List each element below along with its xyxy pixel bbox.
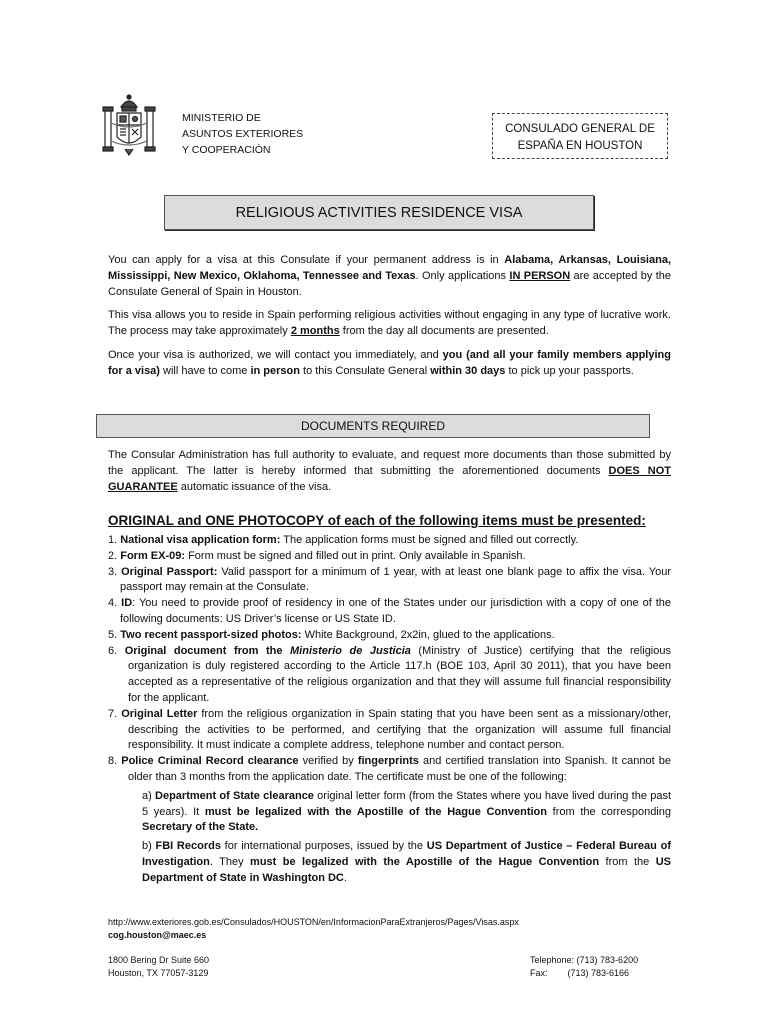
- admin-paragraph: The Consular Administration has full authority to evaluate, and request more documents than those submitted by the applicant. The latter is hereby informed that submitting the aforementioned documents DOES NOT GUARANTEE automatic issuance of the visa.: [108, 449, 671, 493]
- intro-paragraph-2: This visa allows you to reside in Spain performing religious activities without engaging in any type of lucrative work. The process may take approximately 2 months from the day all documents are presented.: [108, 309, 671, 337]
- email-link[interactable]: cog.houston@maec.es: [108, 930, 207, 940]
- ministry-line-1: MINISTERIO DE: [182, 112, 261, 124]
- intro-paragraph-3: Once your visa is authorized, we will contact you immediately, and you (and all your family members applying for a visa) will have to come in person to this Consulate General within 30 days to pick up your passports.: [108, 349, 671, 377]
- fax-number: (713) 783-6166: [567, 968, 630, 978]
- address-line-1: 1800 Bering Dr Suite 660: [108, 955, 210, 965]
- list-item: 5. Two recent passport-sized photos: White Background, 2x2in, glued to the applications.: [108, 628, 555, 641]
- consulate-box: [492, 113, 668, 159]
- consulate-line-1: CONSULADO GENERAL DE: [505, 123, 655, 135]
- website-link[interactable]: http://www.exteriores.gob.es/Consulados/HOUSTON/en/InformacionParaExtranjeros/Pages/Visas.aspx: [108, 917, 519, 927]
- fax: [530, 967, 638, 980]
- documents-required-heading: DOCUMENTS REQUIRED: [96, 414, 650, 438]
- footer-address: [108, 954, 209, 980]
- list-item: 1. National visa application form: The application forms must be signed and filled out correctly.: [108, 534, 579, 546]
- footer-contact: [530, 954, 638, 980]
- list-item: 6. Original document from the Ministerio de Justicia (Ministry of Justice) certifying that the religious organization is duly registered according to the Article 117.h (BOE 103, April 30 2011), that you have been accepted as a representative of the religious organization and that they will assume full financial responsibility for the applicant.: [108, 644, 671, 704]
- list-heading: ORIGINAL and ONE PHOTOCOPY of each of the following items must be presented:: [108, 513, 646, 528]
- telephone: Telephone: (713) 783-6200: [530, 955, 639, 965]
- sub-item-a: a) Department of State clearance original letter form (from the States where you have lived during the past 5 years). It must be legalized with the Apostille of the Hague Convention from the corresponding Secretary of the State.: [142, 789, 671, 834]
- list-item: 8. Police Criminal Record clearance verified by fingerprints and certified translation into Spanish. It cannot be older than 3 months from the application date. The certificate must be one of the following:: [108, 755, 671, 783]
- intro-paragraph-1: You can apply for a visa at this Consulate if your permanent address is in Alabama, Arkansas, Louisiana, Mississippi, New Mexico, Oklahoma, Tennessee and Texas. Only applications IN PERSON are accepted by the Consulate General of Spain in Houston.: [108, 254, 672, 298]
- address-line-2: Houston, TX 77057-3129: [108, 968, 209, 978]
- fax-label: Fax:: [530, 968, 548, 978]
- list-item: 3. Original Passport: Valid passport for a minimum of 1 year, with at least one blank page to affix the visa. Your passport may remain at the Consulate.: [108, 565, 671, 594]
- ministry-name: [182, 110, 303, 158]
- footer-links: [108, 916, 519, 942]
- list-item: 2. Form EX-09: Form must be signed and filled out in print. Only available in Spanish.: [108, 549, 526, 562]
- sub-item-b: b) FBI Records for international purposes, issued by the US Department of Justice – Federal Bureau of Investigation. They must be legalized with the Apostille of the Hague Convention from the US Department of State in Washington DC.: [142, 840, 671, 884]
- ministry-line-2: ASUNTOS EXTERIORES: [182, 128, 304, 140]
- list-item: 4. ID: You need to provide proof of residency in one of the States under our jurisdiction with a copy of one of the following documents: US Driver’s license or US State ID.: [108, 597, 672, 625]
- consulate-line-2: ESPAÑA EN HOUSTON: [517, 140, 643, 152]
- spain-coat-of-arms-logo: [101, 93, 157, 159]
- list-item: 7. Original Letter from the religious organization in Spain stating that you have been sent as a missionary/other, describing the activities to be performed, and certifying that the organization will assume full financial responsibility. It must indicate a complete address, telephone number and contact person.: [108, 707, 672, 752]
- page-title: RELIGIOUS ACTIVITIES RESIDENCE VISA: [164, 195, 594, 230]
- requirements-list: [108, 533, 671, 887]
- ministry-line-3: Y COOPERACIÓN: [182, 144, 271, 156]
